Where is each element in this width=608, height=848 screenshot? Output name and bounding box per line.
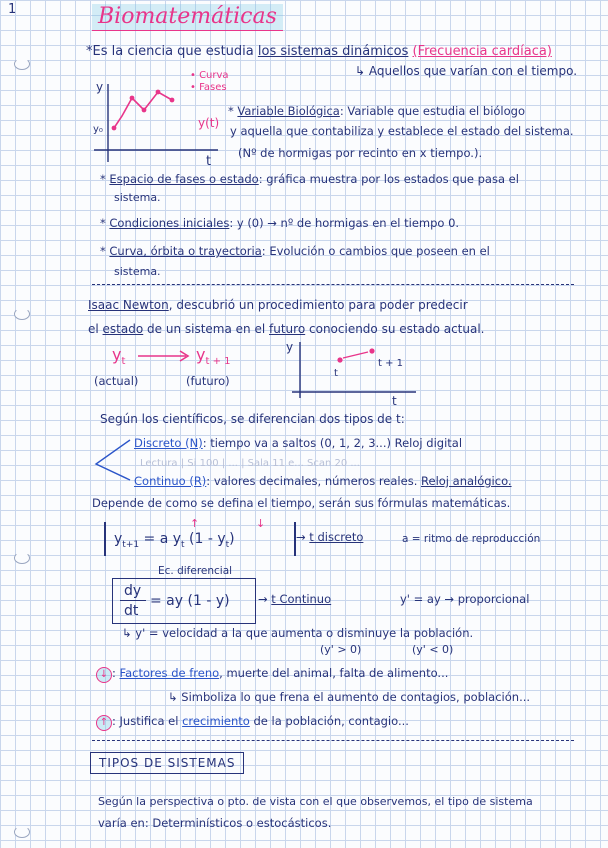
newton-text-1: , descubrió un procedimiento para poder predecir bbox=[168, 298, 468, 312]
point-t-label: t bbox=[334, 368, 338, 379]
graph-t-label: t bbox=[206, 154, 212, 169]
newton-estado: estado bbox=[102, 322, 144, 336]
freno-badge-icon: ↓ bbox=[96, 667, 112, 683]
fraction-bar bbox=[120, 600, 146, 601]
legend-fases: • Fases bbox=[190, 82, 227, 93]
tipos-sistemas-text-2: varía en: Determinísticos o estocásticos. bbox=[98, 816, 332, 830]
dy-label: dy bbox=[124, 583, 142, 599]
tipos-sistemas-text-1: Según la perspectiva o pto. de vista con el que observemos, el tipo de sistema bbox=[98, 795, 533, 808]
crecimiento-line: ↑ : Justifica el crecimiento de la población, contagio... bbox=[96, 714, 409, 731]
graph-y0-label: y₀ bbox=[93, 124, 103, 135]
discreto-arrow: → t discreto bbox=[296, 530, 364, 544]
yt1-symbol: $y_{t + 1}$ bbox=[196, 345, 231, 368]
binder-hole bbox=[14, 826, 30, 838]
newton-line-2: el estado de un sistema en el futuro conociendo su estado actual. bbox=[88, 322, 485, 336]
freno-text: , muerte del animal, falta de alimento... bbox=[219, 666, 449, 680]
discreto-text: : tiempo va a saltos (0, 1, 2, 3...) Reloj digital bbox=[202, 436, 463, 450]
freno-label: Factores de freno bbox=[119, 666, 220, 680]
espacio-line: * Espacio de fases o estado: gráfica muestra por los estados que pasa el bbox=[100, 172, 519, 186]
crecimiento-label: crecimiento bbox=[182, 714, 250, 728]
discreto-label: Discreto (N) bbox=[134, 436, 203, 450]
legend-curva: • Curva bbox=[190, 70, 229, 81]
variable-text-1: Variable que estudia el biólogo bbox=[347, 104, 525, 118]
proporcional-note: y' = ay → proporcional bbox=[400, 592, 530, 606]
definition-line bbox=[86, 44, 552, 59]
velocidad-line: ↳ y' = velocidad a la que aumenta o disminuye la población. bbox=[122, 626, 474, 640]
variable-label: Variable Biológica bbox=[237, 104, 340, 118]
freno-line: ↓ : Factores de freno, muerte del animal, falta de alimento... bbox=[96, 666, 448, 683]
newton-graph bbox=[290, 340, 420, 402]
condiciones-text: y (0) → nº de hormigas en el tiempo 0. bbox=[236, 216, 460, 230]
ec-diferencial-label: Ec. diferencial bbox=[158, 565, 233, 577]
yt-symbol: $y_t$ bbox=[112, 345, 126, 368]
crecimiento-badge-icon: ↑ bbox=[96, 715, 112, 731]
espacio-text: gráfica muestra por los estados que pasa el bbox=[266, 172, 519, 186]
newton-name: Isaac Newton bbox=[88, 298, 169, 312]
bracket-icon bbox=[92, 436, 134, 482]
binder-hole bbox=[14, 552, 30, 564]
definition-note bbox=[355, 64, 577, 79]
tipos-t-intro: Según los científicos, se diferencian dos tipos de t: bbox=[100, 412, 405, 426]
variable-line-1: * Variable Biológica: Variable que estudia el biólogo bbox=[228, 104, 525, 118]
curva-text: Evolución o cambios que poseen en el bbox=[269, 244, 490, 258]
formula-continua-rhs: = ay (1 - y) bbox=[150, 593, 230, 609]
down-arrow-icon: ↓ bbox=[256, 517, 266, 530]
continuo-arrow: → t Continuo bbox=[258, 592, 332, 606]
definition-underlined: los sistemas dinámicos bbox=[257, 44, 409, 59]
binder-hole bbox=[14, 58, 30, 70]
continuo-extra: Reloj analógico. bbox=[421, 474, 512, 488]
pos-note: (y' > 0) bbox=[320, 643, 362, 656]
curva-line: * Curva, órbita o trayectoria: Evolución o cambios que poseen en el bbox=[100, 244, 490, 258]
star-bullet: * bbox=[86, 44, 93, 59]
condiciones-label: Condiciones iniciales bbox=[109, 216, 230, 230]
page-number: 1 bbox=[8, 2, 17, 17]
curva-label: Curva, órbita o trayectoria bbox=[109, 244, 262, 258]
definition-text: Es la ciencia que estudia bbox=[92, 44, 254, 59]
discreto-line bbox=[134, 436, 462, 451]
variable-line-2: y aquella que contabiliza y establece el estado del sistema. bbox=[230, 124, 574, 138]
tipos-sistemas-heading: TIPOS DE SISTEMAS bbox=[90, 752, 244, 774]
curva-text-2: sistema. bbox=[114, 265, 161, 278]
variable-line-3: (Nº de hormigas por recinto en x tiempo.). bbox=[238, 146, 483, 160]
graph-y-label: y bbox=[96, 80, 104, 94]
formula-discreta: $y_{t+1} = a$ $y_t$ $(1 - y_t)$ bbox=[114, 531, 235, 550]
note-arrow-icon: ↳ bbox=[355, 64, 366, 78]
point-t1-label: t + 1 bbox=[378, 358, 404, 369]
graph-yt-label: y(t) bbox=[198, 116, 220, 130]
neg-note: (y' < 0) bbox=[412, 643, 454, 656]
newton-line-1 bbox=[88, 298, 468, 313]
condiciones-line: * Condiciones iniciales: y (0) → nº de hormigas en el tiempo 0. bbox=[100, 216, 460, 230]
futuro-label: (futuro) bbox=[186, 374, 230, 388]
binder-hole bbox=[14, 308, 30, 320]
up-arrow-icon: ↑ bbox=[190, 517, 200, 530]
page-title: Biomatemáticas bbox=[92, 4, 283, 31]
yt-arrow-icon bbox=[136, 350, 194, 362]
newton-futuro: futuro bbox=[269, 322, 306, 336]
depende-line: Depende de como se defina el tiempo, serán sus fórmulas matemáticas. bbox=[92, 496, 511, 510]
newton-axis-y: y bbox=[286, 340, 294, 354]
continuo-line bbox=[134, 474, 512, 489]
freno-sub: ↳ Simboliza lo que frena el aumento de contagios, población... bbox=[168, 690, 531, 704]
espacio-text-2: sistema. bbox=[114, 191, 161, 204]
continuo-label: Continuo (R) bbox=[134, 474, 207, 488]
espacio-label: Espacio de fases o estado bbox=[109, 172, 259, 186]
section-divider bbox=[92, 740, 574, 741]
note-text: Aquellos que varían con el tiempo. bbox=[368, 64, 578, 78]
continuo-text: : valores decimales, números reales. bbox=[206, 474, 418, 488]
actual-label: (actual) bbox=[94, 374, 139, 388]
ghost-text: Lectura | Si 100 | ... | Sala 11 e... Scan 20 ... bbox=[140, 458, 360, 469]
section-divider bbox=[92, 284, 574, 285]
dt-label: dt bbox=[124, 603, 139, 619]
definition-example: (Frecuencia cardíaca) bbox=[412, 44, 552, 59]
newton-axis-t: t bbox=[392, 394, 397, 408]
a-note: a = ritmo de reproducción bbox=[402, 533, 541, 545]
